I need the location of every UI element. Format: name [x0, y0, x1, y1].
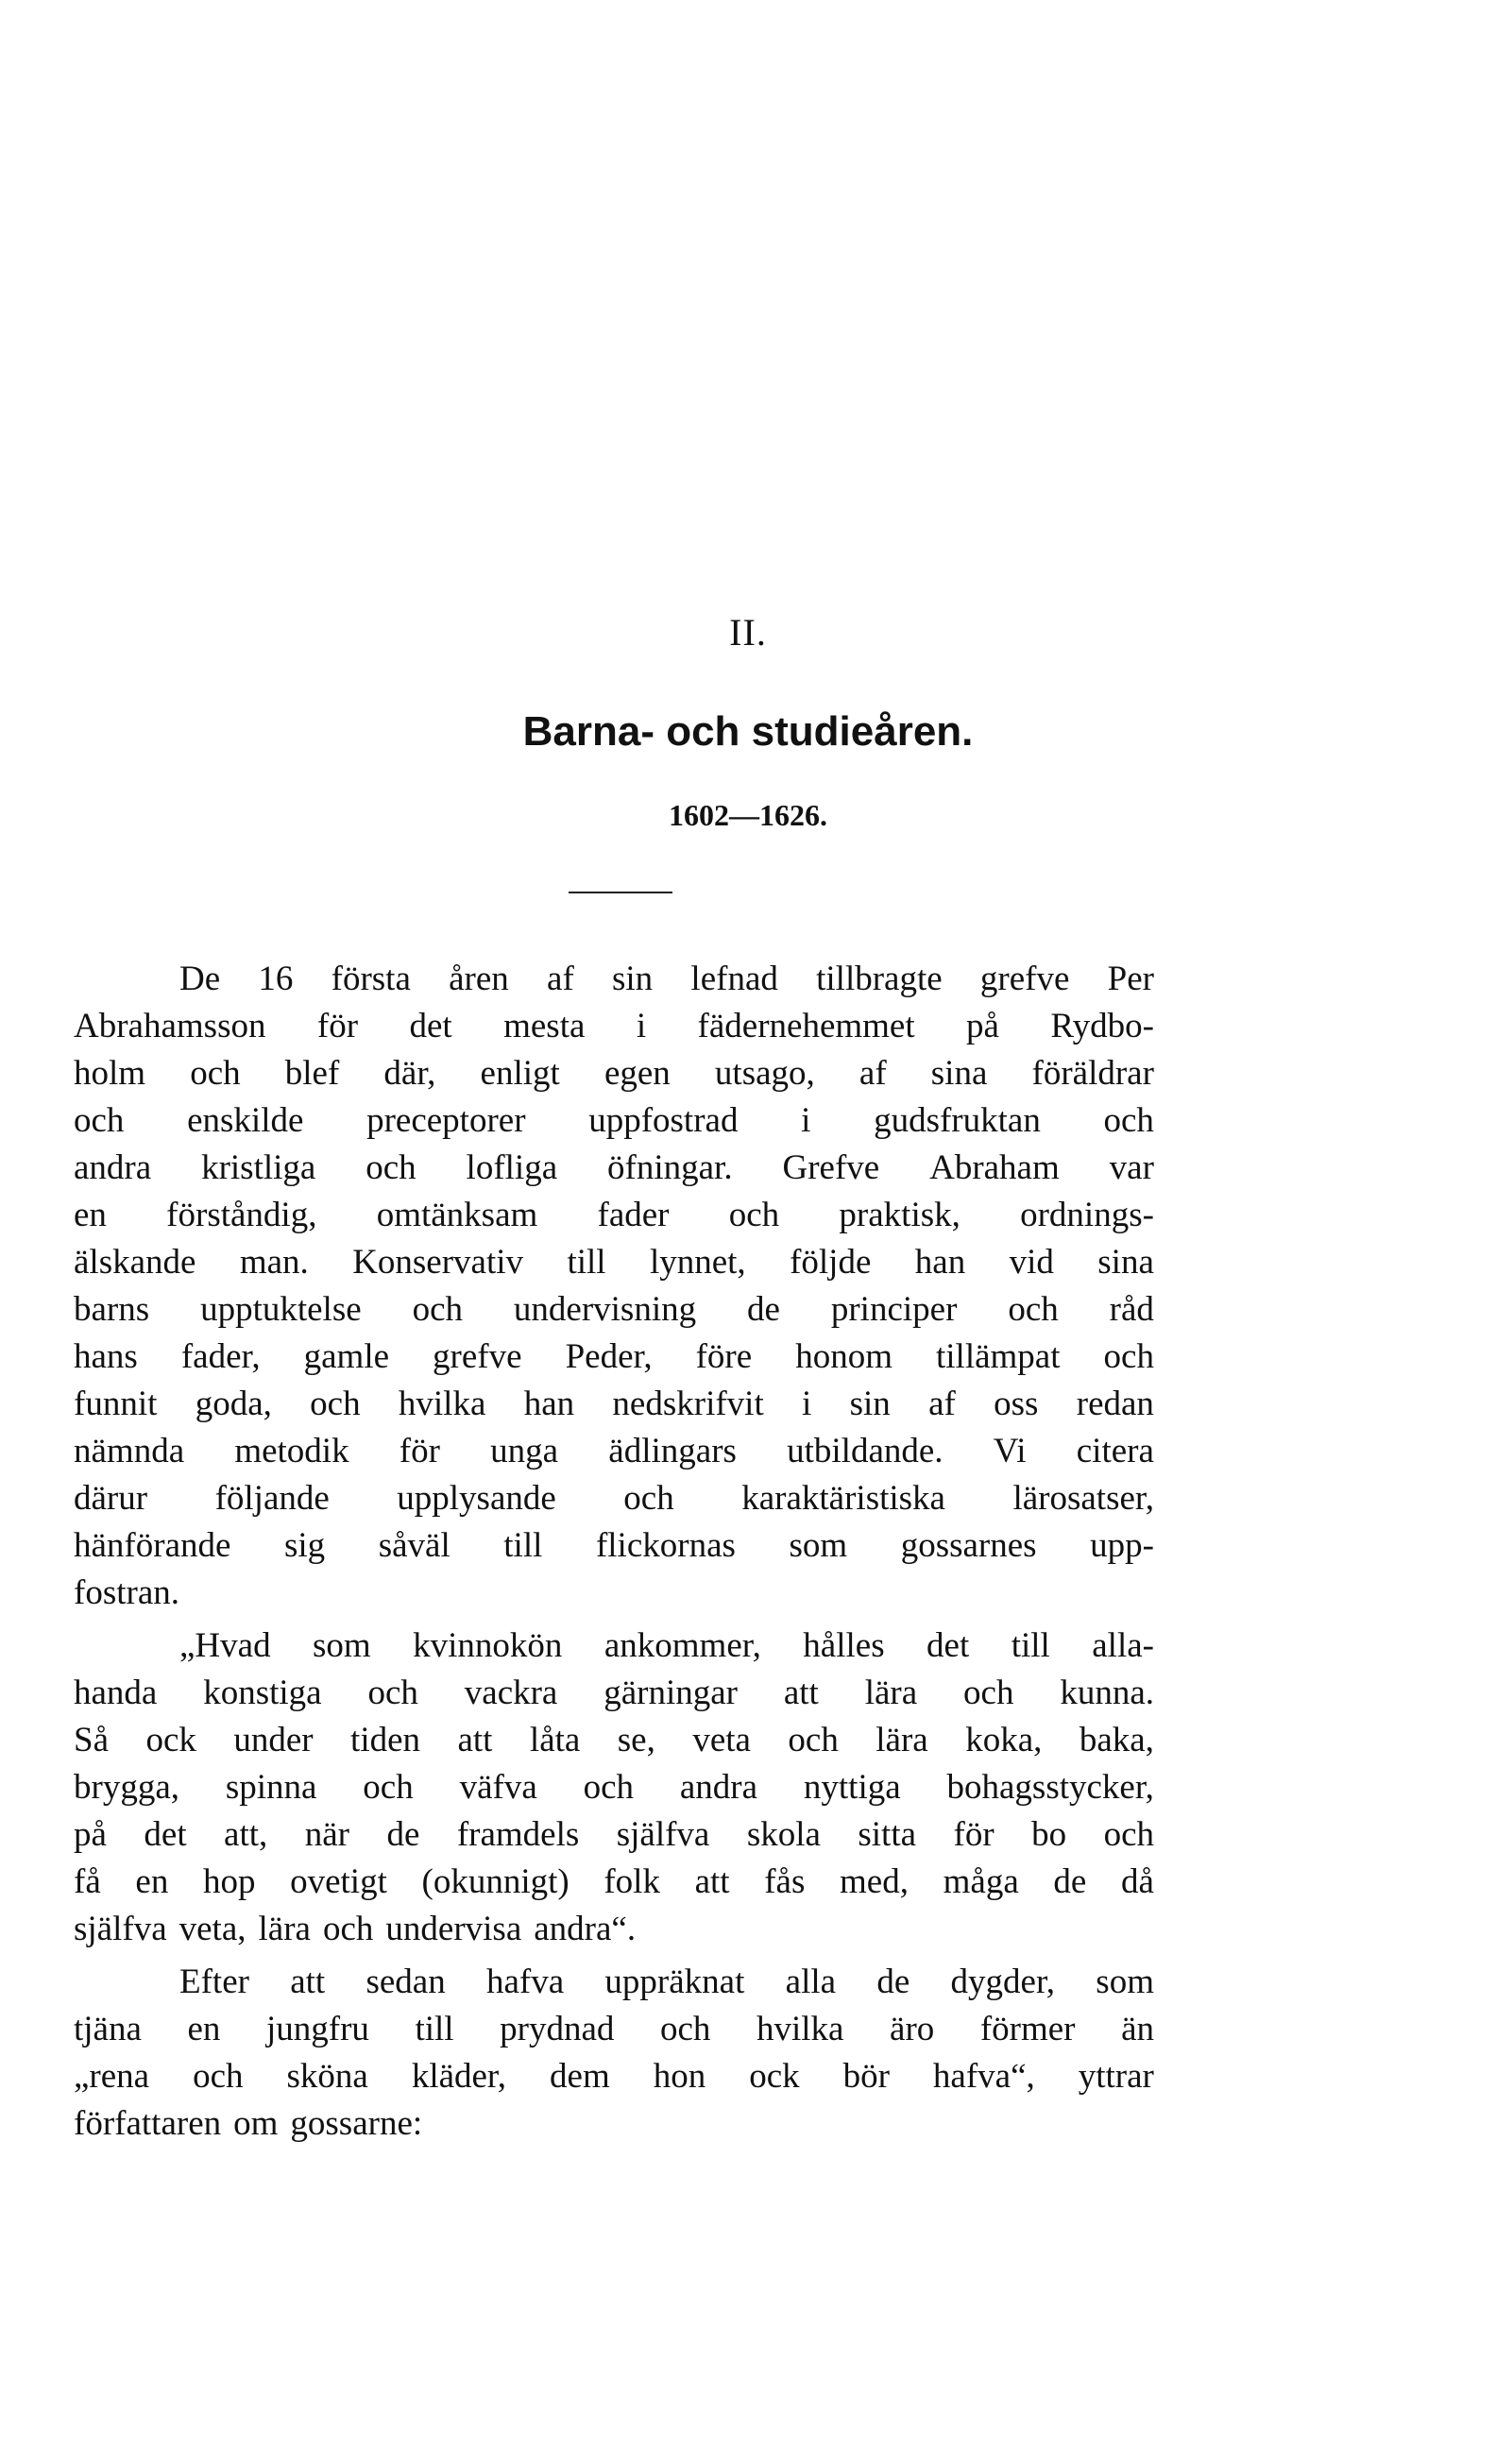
text-line: fostran.: [74, 1573, 179, 1612]
text-line: „Hvad som kvinnokön ankommer, hålles det till alla-: [179, 1626, 1154, 1665]
text-line: andra kristliga och lofliga öfningar. Grefve Abraham var: [74, 1148, 1154, 1187]
text-line: en förståndig, omtänksam fader och praktisk, ordnings-: [74, 1196, 1154, 1234]
text-line: älskande man. Konservativ till lynnet, följde han vid sina: [74, 1243, 1154, 1282]
chapter-title: Barna- och studieåren.: [522, 708, 974, 755]
text-line: holm och blef där, enligt egen utsago, af sina föräldrar: [74, 1054, 1154, 1093]
text-line: nämnda metodik för unga ädlingars utbildande. Vi citera: [74, 1432, 1154, 1470]
text-line: De 16 första åren af sin lefnad tillbragte grefve Per: [179, 960, 1154, 998]
text-line: barns upptuktelse och undervisning de principer och råd: [74, 1290, 1154, 1329]
text-line: „rena och sköna kläder, dem hon ock bör hafva“, yttrar: [74, 2057, 1154, 2096]
chapter-years: 1602—1626.: [669, 798, 827, 832]
paragraph: [74, 1623, 1154, 1953]
text-line: på det att, när de framdels själfva skola sitta för bo och: [74, 1815, 1154, 1854]
section-divider: [569, 892, 672, 893]
text-line: själfva veta, lära och undervisa andra“.: [74, 1910, 637, 1948]
paragraph: [74, 956, 1154, 1617]
text-line: författaren om gossarne:: [74, 2104, 423, 2143]
text-line: därur följande upplysande och karaktäristiska lärosatser,: [74, 1479, 1154, 1518]
text-line: brygga, spinna och väfva och andra nyttiga bohagsstycker,: [74, 1768, 1154, 1807]
text-line: funnit goda, och hvilka han nedskrifvit i sin af oss redan: [74, 1385, 1154, 1423]
text-line: Abrahamsson för det mesta i fädernehemmet på Rydbo-: [74, 1007, 1154, 1045]
text-line: hänförande sig såväl till flickornas som gossarnes upp-: [74, 1526, 1154, 1565]
text-line: hans fader, gamle grefve Peder, före honom tillämpat och: [74, 1337, 1154, 1376]
text-line: Efter att sedan hafva uppräknat alla de dygder, som: [179, 1963, 1154, 2001]
body-text: [74, 956, 1154, 2148]
text-line: Så ock under tiden att låta se, veta och lära koka, baka,: [74, 1721, 1154, 1759]
text-line: få en hop ovetigt (okunnigt) folk att fås med, måga de då: [74, 1862, 1154, 1901]
text-line: tjäna en jungfru till prydnad och hvilka äro förmer än: [74, 2010, 1154, 2048]
chapter-number: II.: [729, 611, 767, 654]
paragraph: [74, 1959, 1154, 2148]
text-line: handa konstiga och vackra gärningar att lära och kunna.: [74, 1674, 1154, 1712]
text-line: och enskilde preceptorer uppfostrad i gudsfruktan och: [74, 1101, 1154, 1140]
